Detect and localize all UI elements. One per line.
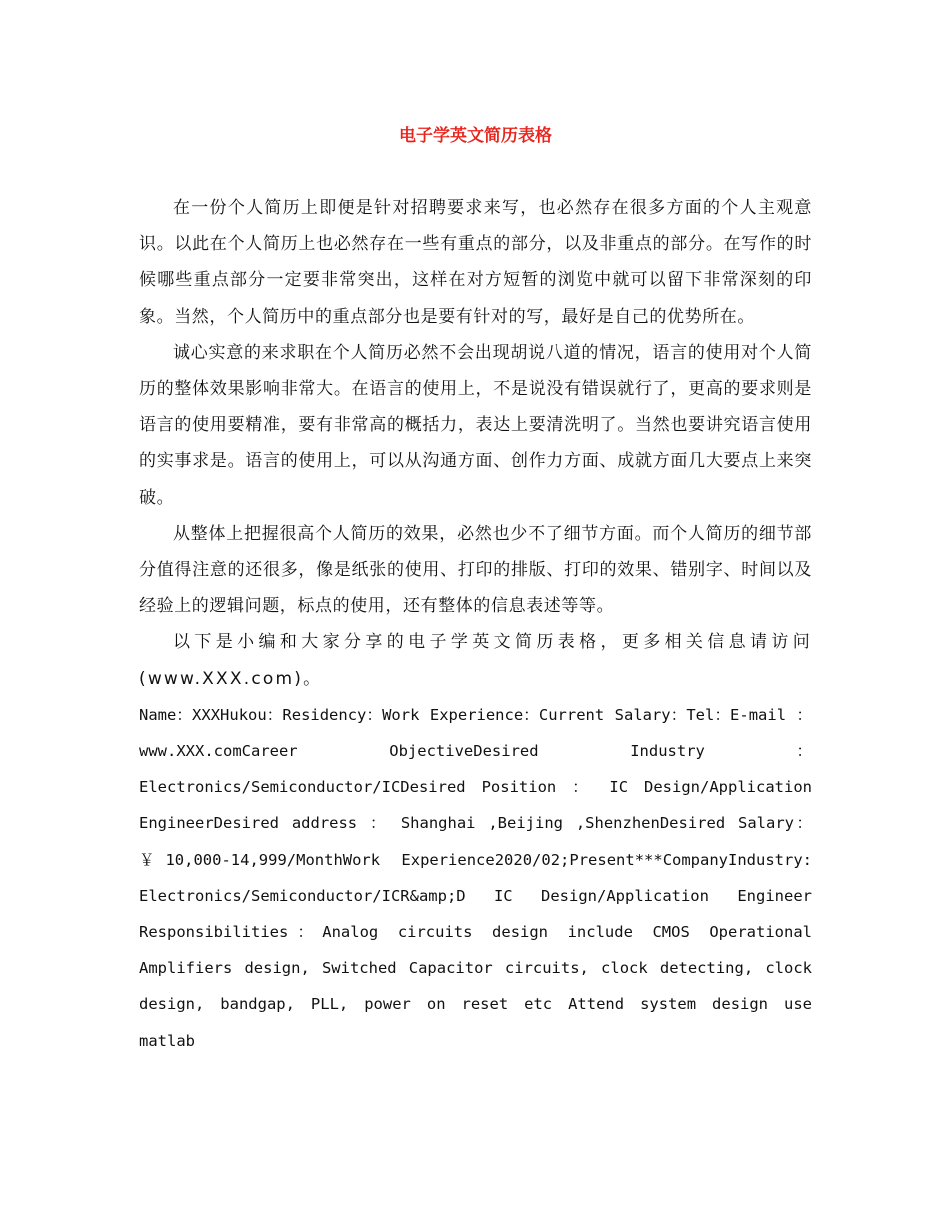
paragraph-4: 以下是小编和大家分享的电子学英文简历表格，更多相关信息请访问(www.XXX.com)。 <box>139 632 812 689</box>
paragraph-2: 诚心实意的来求职在个人简历必然不会出现胡说八道的情况，语言的使用对个人简历的整体效果影响非常大。在语言的使用上，不是说没有错误就行了，更高的要求则是语言的使用要精准，要有非常高的概括力，表达上要清洗明了。当然也要讲究语言使用的实事求是。语言的使用上，可以从沟通方面、创作力方面、成就方面几大要点上来突破。 <box>139 342 812 508</box>
document-title: 电子学英文简历表格 <box>399 126 552 146</box>
resume-english-text: Name：XXXHukou：Residency：Work Experience：Current Salary：Tel：E-mail ： www.XXX.comCareer ObjectiveDesired Industry ： Electronics/Semiconductor/ICDesired Position ： IC Design/Application EngineerDesired address ： Shanghai ,Beijing ,ShenzhenDesired Salary：￥10,000-14,999/MonthWork Experience2020/02;Present***CompanyIndustry: Electronics/Semiconductor/ICR&amp;D IC Design/Application Engineer Responsibilities：Analog circuits design include CMOS Operational Amplifiers design, Switched Capacitor circuits, clock detecting, clock design, bandgap, PLL, power on reset etc Attend system design use matlab <box>139 705 812 1050</box>
document-body <box>139 190 812 1059</box>
paragraph-3: 从整体上把握很高个人简历的效果，必然也少不了细节方面。而个人简历的细节部分值得注意的还很多，像是纸张的使用、打印的排版、打印的效果、错别字、时间以及经验上的逻辑问题，标点的使用，还有整体的信息表述等等。 <box>139 523 812 617</box>
paragraph-1: 在一份个人简历上即便是针对招聘要求来写，也必然存在很多方面的个人主观意识。以此在个人简历上也必然存在一些有重点的部分，以及非重点的部分。在写作的时候哪些重点部分一定要非常突出，这样在对方短暂的浏览中就可以留下非常深刻的印象。当然，个人简历中的重点部分也是要有针对的写，最好是自己的优势所在。 <box>139 198 812 327</box>
